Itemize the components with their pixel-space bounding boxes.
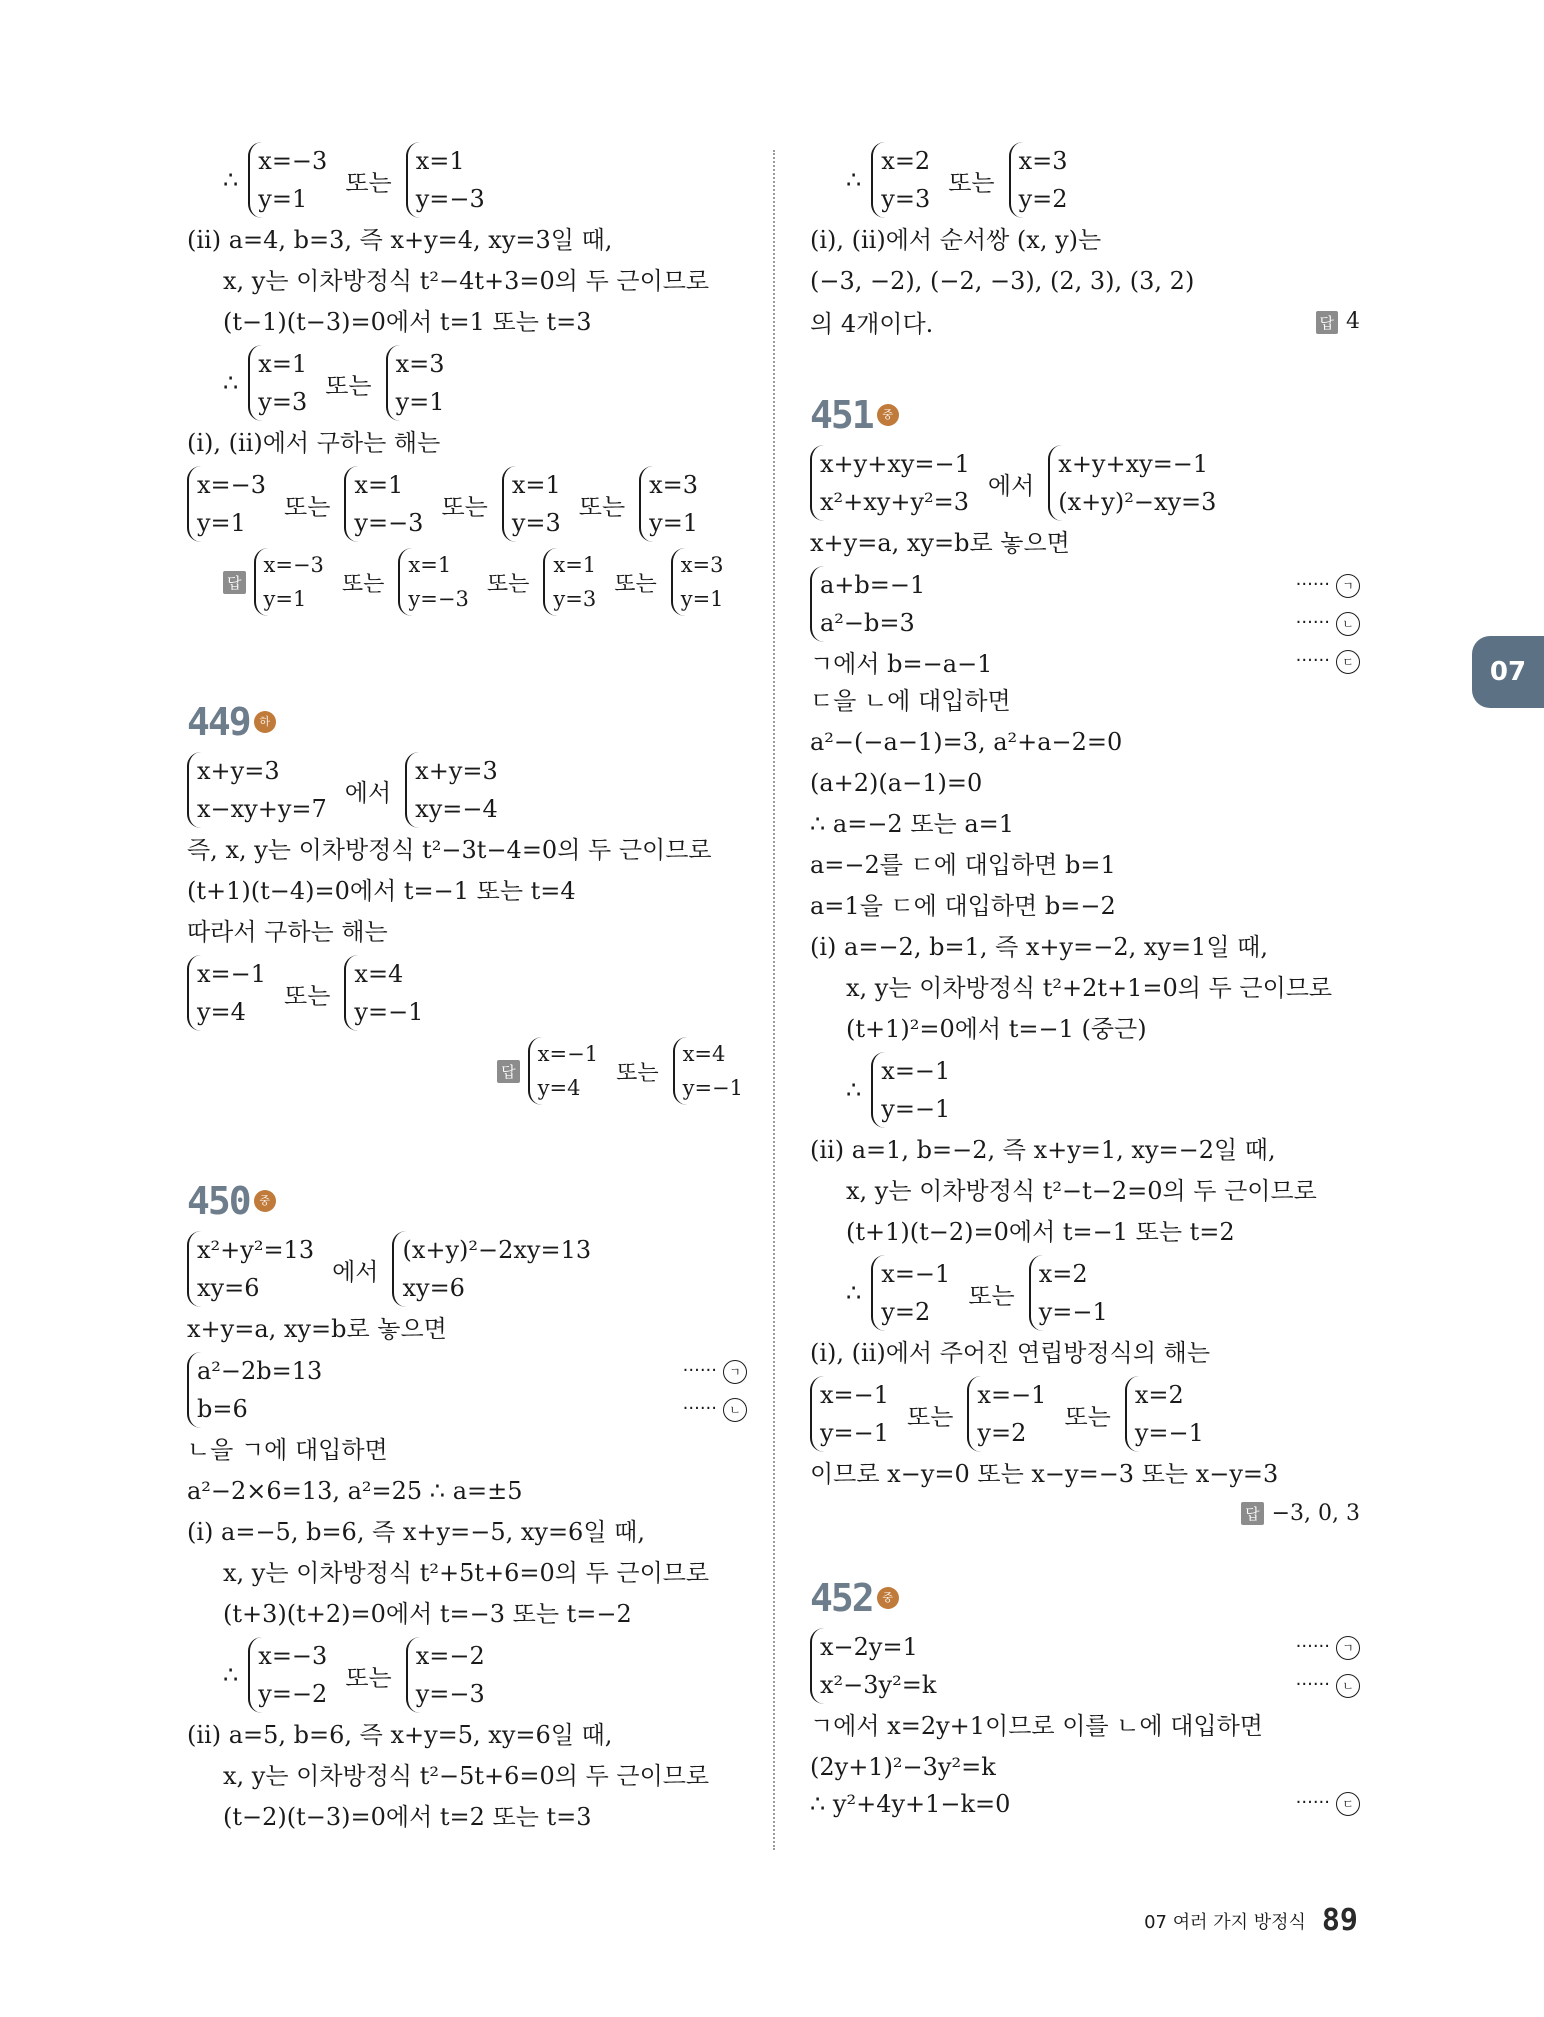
- answer-row: 답 x=−1 y=4 또는 x=4 y=−1: [187, 1037, 747, 1105]
- solution-system: x=−3 y=1 또는 x=1 y=−3 또는 x=1 y=3 또는 x=3 y=1: [187, 466, 747, 542]
- solution-system: ∴ x=−1 y=2 또는 x=2 y=−1: [846, 1255, 1360, 1331]
- therefore-symbol: ∴: [223, 369, 239, 397]
- answer-label: 답: [497, 1060, 520, 1083]
- text-line: ㄴ을 ㄱ에 대입하면: [187, 1436, 388, 1464]
- column-divider: [773, 150, 775, 1850]
- case-line: (ⅱ) a=5, b=6, 즉 x+y=5, xy=6일 때,: [187, 1721, 613, 1749]
- text-line: ∴ y²+4y+1−k=0 ······ ㄷ: [810, 1790, 1360, 1818]
- text-line: ∴ a=−2 또는 a=1: [810, 810, 1015, 838]
- brace-system: x=1 y=−3: [406, 142, 485, 218]
- problem-header-452: [810, 1576, 1360, 1620]
- equation-markers: ······ ㄱ ······ ㄴ: [683, 1352, 747, 1428]
- text-line: 의 4개이다. 답 4: [810, 308, 1360, 338]
- text-line: a²−2×6=13, a²=25 ∴ a=±5: [187, 1477, 523, 1505]
- text-line: (ⅰ), (ⅱ)에서 구하는 해는: [187, 429, 441, 457]
- text-line: x, y는 이차방정식 t²+2t+1=0의 두 근이므로: [846, 974, 1333, 1002]
- circled-marker: ㄴ: [723, 1398, 747, 1422]
- text-line: (t+1)²=0에서 t=−1 (중근): [846, 1015, 1147, 1043]
- brace-system: x=−3 y=1: [248, 142, 327, 218]
- circled-marker: ㄴ: [1336, 1674, 1360, 1698]
- circled-marker: ㄱ: [1336, 1636, 1360, 1660]
- problem-number: 449: [187, 700, 250, 744]
- case-line: (ⅱ) a=4, b=3, 즉 x+y=4, xy=3일 때,: [187, 226, 613, 254]
- text-line: x+y=a, xy=b로 놓으면: [810, 529, 1070, 557]
- text-line: a=−2를 ㄷ에 대입하면 b=1: [810, 851, 1116, 879]
- text-line: (a+2)(a−1)=0: [810, 769, 983, 797]
- problem-number: 452: [810, 1576, 873, 1620]
- text-line: (ⅰ), (ⅱ)에서 주어진 연립방정식의 해는: [810, 1339, 1211, 1367]
- answer-row: 답 −3, 0, 3: [810, 1501, 1360, 1526]
- problem-number: 450: [187, 1179, 250, 1223]
- system-equation: x+y=3 x−xy+y=7 에서 x+y=3 xy=−4: [187, 752, 747, 828]
- text-line: x+y=a, xy=b로 놓으면: [187, 1315, 447, 1343]
- answer-label: 답: [223, 571, 246, 594]
- page-number: 89: [1321, 1903, 1358, 1938]
- solution-system: ∴ x=−3 y=−2 또는 x=−2 y=−3: [223, 1637, 747, 1713]
- text-line: a²−(−a−1)=3, a²+a−2=0: [810, 728, 1123, 756]
- text-line: x, y는 이차방정식 t²−t−2=0의 두 근이므로: [846, 1177, 1317, 1205]
- chapter-title: 07 여러 가지 방정식: [1144, 1911, 1306, 1933]
- equation-markers: ······ ㄱ ······ ㄴ: [1296, 566, 1360, 642]
- answer-label: 답: [1316, 311, 1339, 334]
- circled-marker: ㄷ: [1336, 650, 1360, 674]
- problem-header-451: [810, 393, 1360, 437]
- problem-header-450: [187, 1179, 747, 1223]
- text-line: x, y는 이차방정식 t²−4t+3=0의 두 근이므로: [223, 267, 710, 295]
- case-line: (ⅱ) a=1, b=−2, 즉 x+y=1, xy=−2일 때,: [810, 1136, 1276, 1164]
- circled-marker: ㄱ: [723, 1360, 747, 1384]
- level-badge: 중: [877, 404, 899, 426]
- solution-system: x=−1 y=−1 또는 x=−1 y=2 또는 x=2 y=−1: [810, 1376, 1360, 1452]
- therefore-symbol: ∴: [223, 166, 239, 194]
- system-equation: a²−2b=13 b=6 ······ ㄱ ······ ㄴ: [187, 1352, 747, 1428]
- solution-system: ∴ x=2 y=3 또는 x=3 y=2: [846, 142, 1360, 218]
- level-badge: 중: [254, 1190, 276, 1212]
- system-equation: x²+y²=13 xy=6 에서 (x+y)²−2xy=13 xy=6: [187, 1231, 747, 1307]
- text-line: (t−1)(t−3)=0에서 t=1 또는 t=3: [223, 308, 592, 336]
- text-line: a=1을 ㄷ에 대입하면 b=−2: [810, 892, 1116, 920]
- text-line: (2y+1)²−3y²=k: [810, 1753, 996, 1781]
- case-line: (ⅰ) a=−5, b=6, 즉 x+y=−5, xy=6일 때,: [187, 1518, 645, 1546]
- right-column: [810, 140, 1360, 1820]
- level-badge: 중: [877, 1587, 899, 1609]
- system-equation: x+y+xy=−1 x²+xy+y²=3 에서 x+y+xy=−1 (x+y)²−xy=3: [810, 445, 1360, 521]
- circled-marker: ㄱ: [1336, 574, 1360, 598]
- system-equation: x−2y=1 x²−3y²=k ······ ㄱ ······ ㄴ: [810, 1628, 1360, 1704]
- circled-marker: ㄷ: [1336, 1792, 1360, 1816]
- text-line: (−3, −2), (−2, −3), (2, 3), (3, 2): [810, 267, 1195, 295]
- solution-system: ∴ x=1 y=3 또는 x=3 y=1: [223, 345, 747, 421]
- text-line: (t+3)(t+2)=0에서 t=−3 또는 t=−2: [223, 1600, 632, 1628]
- page-footer: [1144, 1903, 1358, 1938]
- left-column: [187, 140, 747, 1838]
- text-line: (t+1)(t−2)=0에서 t=−1 또는 t=2: [846, 1218, 1235, 1246]
- circled-marker: ㄴ: [1336, 612, 1360, 636]
- equation-markers: ······ ㄱ ······ ㄴ: [1296, 1628, 1360, 1704]
- answer-row: 답 x=−3 y=1 또는 x=1 y=−3 또는 x=1 y=3 또는 x=3 y=1: [187, 548, 747, 616]
- solution-system: ∴ x=−3 y=1 또는 x=1 y=−3: [223, 142, 747, 218]
- text-line: ㄱ에서 x=2y+1이므로 이를 ㄴ에 대입하면: [810, 1712, 1263, 1740]
- text-line: ㄷ을 ㄴ에 대입하면: [810, 687, 1011, 715]
- problem-number: 451: [810, 393, 873, 437]
- text-line: (t−2)(t−3)=0에서 t=2 또는 t=3: [223, 1803, 592, 1831]
- text-line: x, y는 이차방정식 t²+5t+6=0의 두 근이므로: [223, 1559, 710, 1587]
- solution-system: ∴ x=−1 y=−1: [846, 1052, 1360, 1128]
- text-line: 이므로 x−y=0 또는 x−y=−3 또는 x−y=3: [810, 1460, 1279, 1488]
- answer-label: 답: [1241, 1502, 1264, 1525]
- system-equation: a+b=−1 a²−b=3 ······ ㄱ ······ ㄴ: [810, 566, 1360, 642]
- text-line: 즉, x, y는 이차방정식 t²−3t−4=0의 두 근이므로: [187, 836, 712, 864]
- text-line: (ⅰ), (ⅱ)에서 순서쌍 (x, y)는: [810, 226, 1102, 254]
- chapter-tab: 07: [1472, 636, 1544, 708]
- solution-system: x=−1 y=4 또는 x=4 y=−1: [187, 955, 747, 1031]
- problem-header-449: [187, 700, 747, 744]
- text-line: x, y는 이차방정식 t²−5t+6=0의 두 근이므로: [223, 1762, 710, 1790]
- case-line: (ⅰ) a=−2, b=1, 즉 x+y=−2, xy=1일 때,: [810, 933, 1268, 961]
- level-badge: 하: [254, 711, 276, 733]
- answer-row: 답 4: [1316, 309, 1361, 335]
- text-line: 따라서 구하는 해는: [187, 918, 388, 946]
- text-line: (t+1)(t−4)=0에서 t=−1 또는 t=4: [187, 877, 576, 905]
- text-line: ㄱ에서 b=−a−1 ······ ㄷ: [810, 644, 1360, 679]
